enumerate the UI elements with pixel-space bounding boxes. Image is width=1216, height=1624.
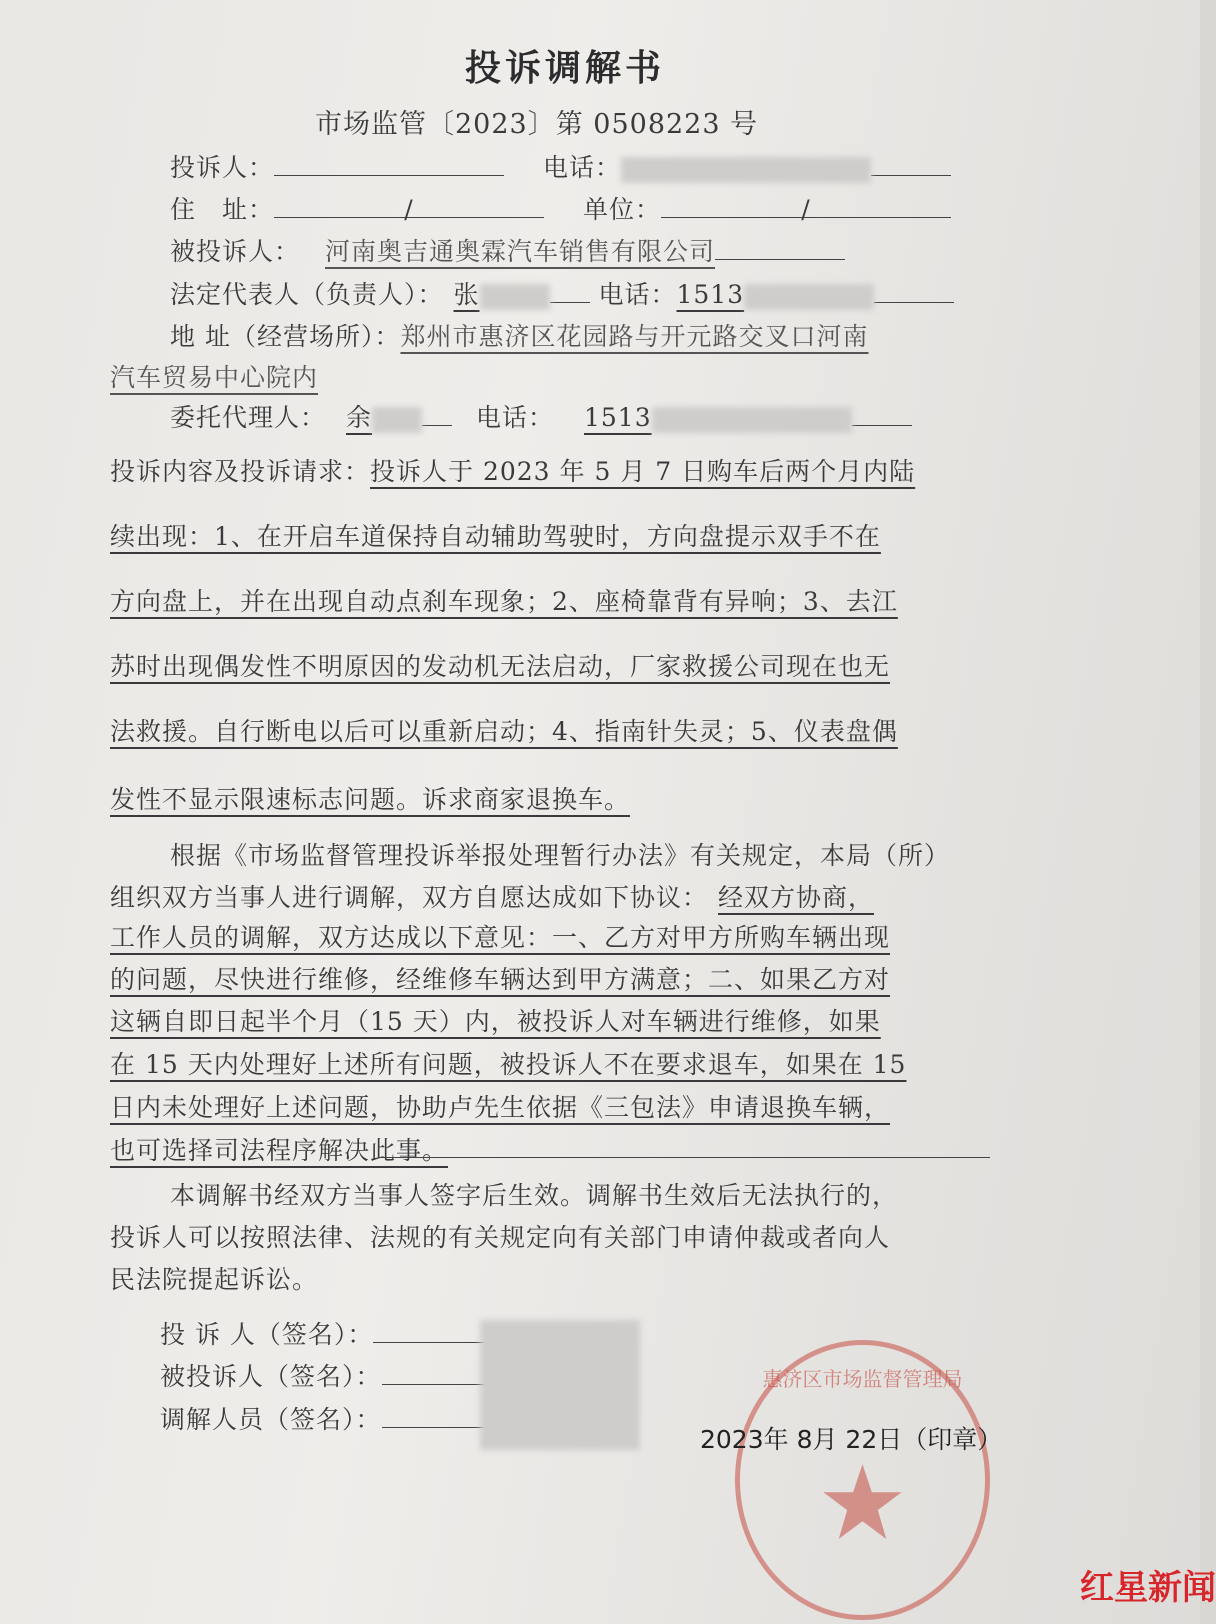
respondent-value: 河南奥吉通奥霖汽车销售有限公司 (325, 237, 716, 266)
agent-blank (422, 403, 452, 426)
biz-address-label: 地 址（经营场所）： (170, 322, 401, 351)
complainant-row (170, 148, 951, 184)
legal-rep-phone-label: 电话： (598, 280, 677, 309)
complainant-label: 投诉人： (170, 153, 275, 182)
address-value: / (274, 195, 544, 218)
unit-label: 单位： (582, 195, 661, 224)
agreement-line: 工作人员的调解，双方达成以下意见：一、乙方对甲方所购车辆出现 (110, 923, 891, 952)
agreement-line: 在 15 天内处理好上述所有问题，被投诉人不在要求退车，如果在 15 (110, 1050, 907, 1079)
complaint-first-line (110, 452, 915, 488)
legal-rep-label: 法定代表人（负责人）： (170, 280, 444, 309)
agent-phone-blank (852, 403, 912, 426)
agreement-line: 日内未处理好上述问题，协助卢先生依据《三包法》申请退换车辆， (110, 1093, 891, 1122)
agreement-plain: 组织双方当事人进行调解，双方自愿达成如下协议： (110, 883, 709, 912)
respondent-blank (715, 237, 845, 260)
agent-label: 委托代理人： (170, 403, 327, 432)
complainant-phone-label: 电话： (542, 153, 621, 182)
legal-rep-blank (550, 280, 590, 303)
biz-address-line1: 郑州市惠济区花园路与开元路交叉口河南 (400, 322, 869, 351)
document-title: 投诉调解书 (464, 47, 665, 89)
mediator-signature-label: 调解人员（签名）： (160, 1405, 382, 1434)
complaint-text-line: 投诉人于 2023 年 5 月 7 日购车后两个月内陆 (370, 457, 916, 486)
watermark-logo: 红星新闻 (1080, 1568, 1216, 1608)
redacted-name (372, 407, 422, 433)
complaint-text-line: 续出现：1、在开启车道保持自动辅助驾驶时，方向盘提示双手不在 (110, 522, 881, 551)
agent-phone-value: 1513 (584, 403, 652, 432)
respondent-label: 被投诉人： (170, 237, 301, 266)
legal-rep-value: 张 (453, 280, 480, 309)
legal-rep-row (170, 275, 954, 311)
effect-line: 本调解书经双方当事人签字后生效。调解书生效后无法执行的， (170, 1181, 899, 1210)
address-label: 住 址： (170, 195, 275, 224)
unit-value: / (661, 195, 951, 218)
document-number: 市场监管〔2023〕第 0508223 号 (315, 109, 759, 140)
agreement-line: 也可选择司法程序解决此事。 (110, 1136, 449, 1165)
agreement-line: 这辆自即日起半个月（15 天）内，被投诉人对车辆进行维修，如果 (110, 1007, 881, 1036)
respondent-signature-label: 被投诉人（签名）： (160, 1362, 382, 1391)
respondent-row (170, 232, 845, 268)
complainant-signature-label: 投 诉 人（签名）： (160, 1320, 374, 1349)
biz-address-row (170, 317, 868, 353)
agreement-under: 经双方协商， (718, 883, 875, 912)
complaint-label: 投诉内容及投诉请求： (110, 457, 371, 486)
signing-date: 2023年 8月 22日（印章） (700, 1425, 1003, 1454)
effect-line: 投诉人可以按照法律、法规的有关规定向有关部门申请仲裁或者向人 (110, 1223, 891, 1252)
redacted-phone (621, 157, 871, 183)
phone-blank (871, 153, 951, 176)
legal-rep-phone-blank (874, 280, 954, 303)
biz-address-line2: 汽车贸易中心院内 (110, 363, 319, 392)
star-icon (820, 1460, 905, 1545)
seal-text: 惠济区市场监督管理局 (762, 1367, 963, 1391)
agreement-line: 的问题，尽快进行维修，经维修车辆达到甲方满意；二、如果乙方对 (110, 965, 891, 994)
redacted-phone (744, 284, 874, 310)
redacted-phone (652, 407, 852, 433)
complaint-text-line: 苏时出现偶发性不明原因的发动机无法启动，厂家救援公司现在也无 (110, 652, 891, 681)
redacted-signatures (480, 1320, 640, 1450)
complaint-text-line: 发性不显示限速标志问题。诉求商家退换车。 (110, 785, 631, 814)
complainant-blank (274, 153, 504, 176)
official-seal (735, 1340, 990, 1620)
agent-phone-label: 电话： (475, 403, 554, 432)
effect-line: 民法院提起诉讼。 (110, 1265, 319, 1294)
complaint-text-line: 法救援。自行断电以后可以重新启动；4、指南针失灵；5、仪表盘偶 (110, 717, 898, 746)
redacted-name (480, 284, 550, 310)
agent-value: 余 (346, 403, 373, 432)
legal-rep-phone-value: 1513 (676, 280, 745, 309)
complaint-text-line: 方向盘上，并在出现自动点刹车现象；2、座椅靠背有异响；3、去江 (110, 587, 898, 616)
address-row (170, 190, 951, 226)
agreement-end-rule (380, 1157, 990, 1158)
agreement-intro: 根据《市场监督管理投诉举报处理暂行办法》有关规定，本局（所） (170, 841, 951, 870)
agent-row (170, 398, 912, 434)
agreement-line (110, 878, 874, 914)
